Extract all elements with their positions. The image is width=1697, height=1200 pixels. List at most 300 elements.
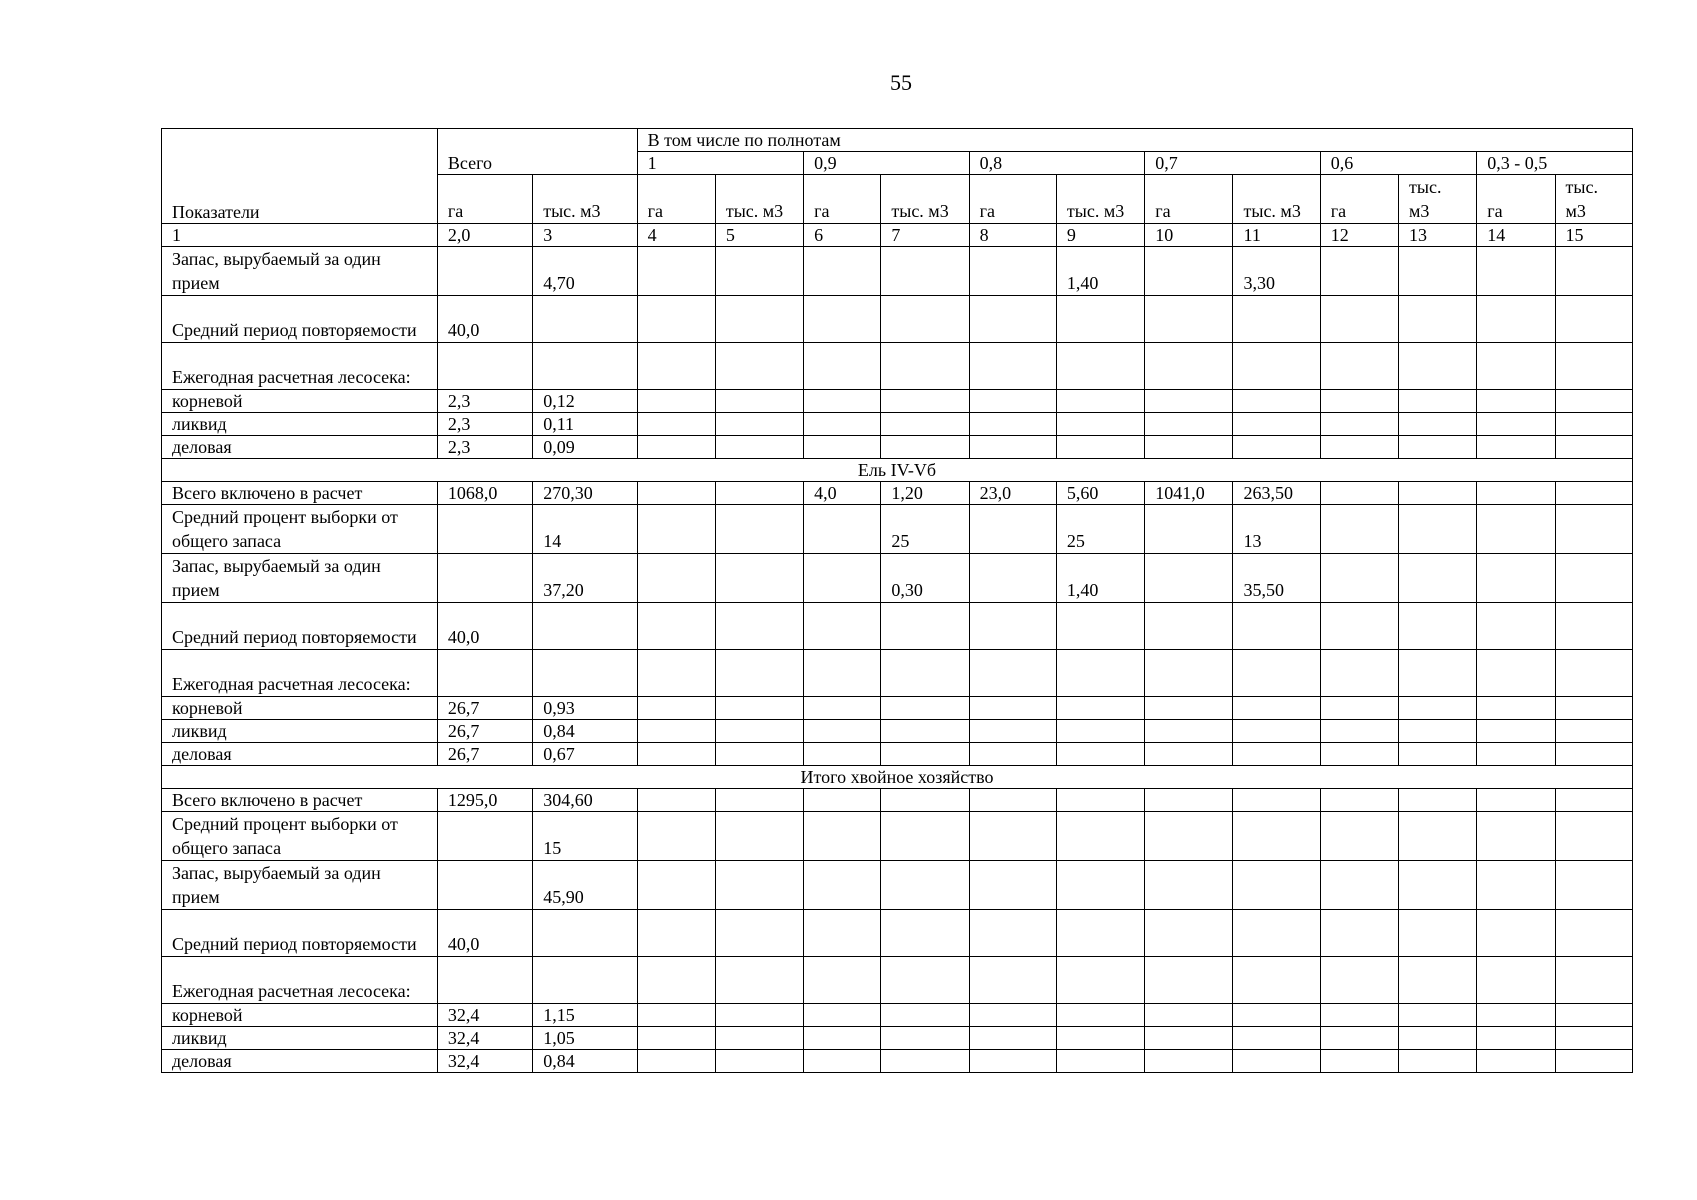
table-cell (804, 812, 881, 861)
table-cell (1477, 343, 1555, 390)
table-row (162, 436, 1633, 459)
header-indicators: Показатели (162, 129, 438, 224)
table-row (162, 957, 1633, 1004)
table-cell (1145, 1027, 1233, 1050)
table-cell (881, 957, 969, 1004)
table-cell: 1295,0 (437, 789, 532, 812)
table-cell (1555, 1050, 1632, 1073)
table-cell (1320, 296, 1398, 343)
row-label: Ежегодная расчетная лесосека: (162, 343, 438, 390)
table-cell (804, 343, 881, 390)
unit-header: га (1320, 175, 1398, 224)
table-cell (804, 247, 881, 296)
column-number: 12 (1320, 224, 1398, 247)
table-cell: 40,0 (437, 603, 532, 650)
table-cell (969, 343, 1056, 390)
table-cell (1555, 296, 1632, 343)
table-cell (969, 812, 1056, 861)
table-cell (1056, 720, 1144, 743)
row-label: Запас, вырубаемый за один прием (162, 554, 438, 603)
table-row (162, 554, 1633, 603)
table-cell: 2,3 (437, 413, 532, 436)
table-cell (1555, 812, 1632, 861)
table-row (162, 910, 1633, 957)
table-cell: 270,30 (533, 482, 637, 505)
table-cell (437, 861, 532, 910)
table-cell (1555, 603, 1632, 650)
unit-header: тыс. м3 (1555, 175, 1632, 224)
table-cell (1555, 861, 1632, 910)
table-cell (969, 957, 1056, 1004)
table-cell (715, 957, 803, 1004)
table-cell: 0,67 (533, 743, 637, 766)
row-label: деловая (162, 1050, 438, 1073)
table-cell (1320, 697, 1398, 720)
column-number: 2,0 (437, 224, 532, 247)
column-number: 14 (1477, 224, 1555, 247)
header-total: Всего (437, 129, 637, 175)
section-row (162, 459, 1633, 482)
table-cell (1233, 720, 1320, 743)
table-cell (437, 343, 532, 390)
table-cell (1477, 505, 1555, 554)
table-cell (637, 413, 715, 436)
table-cell (804, 390, 881, 413)
table-cell (881, 296, 969, 343)
table-cell (1555, 482, 1632, 505)
table-cell (1320, 436, 1398, 459)
table-cell (1555, 436, 1632, 459)
table-cell (715, 436, 803, 459)
table-row (162, 650, 1633, 697)
table-cell (1320, 1050, 1398, 1073)
table-cell (1233, 1004, 1320, 1027)
column-number: 5 (715, 224, 803, 247)
table-cell (1233, 910, 1320, 957)
table-cell: 32,4 (437, 1004, 532, 1027)
table-cell (1320, 720, 1398, 743)
table-cell (1399, 413, 1477, 436)
table-cell (1477, 720, 1555, 743)
table-cell (969, 247, 1056, 296)
table-cell (715, 720, 803, 743)
table-cell: 26,7 (437, 743, 532, 766)
table-cell (1555, 1027, 1632, 1050)
table-cell (804, 957, 881, 1004)
table-cell (1145, 505, 1233, 554)
table-cell: 1068,0 (437, 482, 532, 505)
row-label: Ежегодная расчетная лесосека: (162, 957, 438, 1004)
table-cell (1320, 812, 1398, 861)
table-cell (1145, 720, 1233, 743)
table-cell (1555, 720, 1632, 743)
table-cell: 40,0 (437, 296, 532, 343)
table-cell (1233, 436, 1320, 459)
table-row (162, 697, 1633, 720)
table-cell: 1,05 (533, 1027, 637, 1050)
table-cell (1477, 436, 1555, 459)
header-row-1 (162, 129, 1633, 152)
table-cell (804, 436, 881, 459)
table-cell: 0,93 (533, 697, 637, 720)
table-cell (1477, 789, 1555, 812)
table-cell (637, 861, 715, 910)
table-cell (637, 1004, 715, 1027)
table-cell (715, 789, 803, 812)
table-cell (1145, 697, 1233, 720)
table-cell (1145, 861, 1233, 910)
table-cell (715, 1027, 803, 1050)
table-cell (1555, 743, 1632, 766)
table-cell (969, 390, 1056, 413)
column-number: 13 (1399, 224, 1477, 247)
table-cell (1477, 296, 1555, 343)
table-cell (437, 957, 532, 1004)
unit-header: тыс. м3 (715, 175, 803, 224)
table-cell: 263,50 (1233, 482, 1320, 505)
table-cell (1399, 554, 1477, 603)
table-cell (715, 482, 803, 505)
row-label: Всего включено в расчет (162, 482, 438, 505)
section-title: Ель IV-Vб (162, 459, 1633, 482)
table-cell (715, 1050, 803, 1073)
table-cell (1399, 1050, 1477, 1073)
table-cell (1233, 1050, 1320, 1073)
table-cell (1145, 812, 1233, 861)
table-cell (1145, 1050, 1233, 1073)
table-cell (1399, 697, 1477, 720)
table-cell (881, 1027, 969, 1050)
column-number: 1 (162, 224, 438, 247)
table-cell (1056, 1004, 1144, 1027)
table-cell (1555, 343, 1632, 390)
table-cell (1555, 247, 1632, 296)
table-cell (715, 505, 803, 554)
table-cell (881, 910, 969, 957)
table-cell (1477, 650, 1555, 697)
table-cell (969, 413, 1056, 436)
column-number: 15 (1555, 224, 1632, 247)
table-row (162, 296, 1633, 343)
table-cell (1145, 436, 1233, 459)
table-cell (1320, 861, 1398, 910)
table-cell (1477, 603, 1555, 650)
table-cell (1145, 603, 1233, 650)
row-label: корневой (162, 697, 438, 720)
table-cell (1056, 910, 1144, 957)
table-cell (1477, 482, 1555, 505)
table-cell (1056, 957, 1144, 1004)
table-cell (1320, 554, 1398, 603)
table-cell (1320, 650, 1398, 697)
table-cell: 4,70 (533, 247, 637, 296)
table-cell (1056, 296, 1144, 343)
table-cell (1399, 247, 1477, 296)
table-cell: 32,4 (437, 1050, 532, 1073)
table-cell (1399, 957, 1477, 1004)
table-cell (969, 505, 1056, 554)
table-cell (881, 1050, 969, 1073)
row-label: ликвид (162, 720, 438, 743)
table-cell (804, 603, 881, 650)
table-cell: 26,7 (437, 720, 532, 743)
table-cell (1233, 812, 1320, 861)
table-cell (1145, 343, 1233, 390)
unit-header: га (1145, 175, 1233, 224)
table-cell (969, 789, 1056, 812)
table-cell: 4,0 (804, 482, 881, 505)
table-cell (1399, 1027, 1477, 1050)
row-label: деловая (162, 436, 438, 459)
table-row (162, 343, 1633, 390)
table-cell (715, 413, 803, 436)
density-header: 0,6 (1320, 152, 1477, 175)
column-number: 6 (804, 224, 881, 247)
table-cell: 0,84 (533, 1050, 637, 1073)
table-cell (804, 697, 881, 720)
table-cell (881, 861, 969, 910)
table-cell (437, 650, 532, 697)
table-cell: 0,84 (533, 720, 637, 743)
table-cell (1233, 861, 1320, 910)
table-row (162, 1027, 1633, 1050)
table-cell (715, 296, 803, 343)
table-cell (804, 743, 881, 766)
column-number: 7 (881, 224, 969, 247)
table-cell (881, 720, 969, 743)
table-cell (1477, 390, 1555, 413)
table-cell (1320, 390, 1398, 413)
table-cell (637, 1027, 715, 1050)
table-row (162, 743, 1633, 766)
table-cell (804, 720, 881, 743)
table-cell (1145, 413, 1233, 436)
table-cell (715, 554, 803, 603)
table-cell: 5,60 (1056, 482, 1144, 505)
table-cell (804, 296, 881, 343)
page-number: 55 (890, 70, 912, 95)
table-cell (715, 812, 803, 861)
row-label: Средний период повторяемости (162, 910, 438, 957)
table-cell (1477, 957, 1555, 1004)
table-cell (1056, 697, 1144, 720)
table-cell (1320, 505, 1398, 554)
table-cell (1320, 247, 1398, 296)
table-cell (804, 413, 881, 436)
table-cell (1399, 603, 1477, 650)
table-cell (804, 910, 881, 957)
column-number: 4 (637, 224, 715, 247)
table-cell (1056, 861, 1144, 910)
table-cell: 1,15 (533, 1004, 637, 1027)
table-cell (1399, 789, 1477, 812)
table-cell (1233, 603, 1320, 650)
table-cell (637, 789, 715, 812)
table-cell: 2,3 (437, 436, 532, 459)
table-cell (1056, 603, 1144, 650)
table-cell (437, 505, 532, 554)
table-cell (969, 910, 1056, 957)
table-cell (1477, 697, 1555, 720)
table-cell: 3,30 (1233, 247, 1320, 296)
table-cell: 1,20 (881, 482, 969, 505)
unit-header: тыс. м3 (881, 175, 969, 224)
table-cell (881, 247, 969, 296)
row-label: Запас, вырубаемый за один прием (162, 247, 438, 296)
table-cell (1233, 1027, 1320, 1050)
table-cell (715, 247, 803, 296)
table-cell (1399, 436, 1477, 459)
table-cell: 2,3 (437, 390, 532, 413)
row-label: Средний процент выборки от общего запаса (162, 812, 438, 861)
table-cell (969, 697, 1056, 720)
unit-header: га (437, 175, 532, 224)
column-number: 9 (1056, 224, 1144, 247)
table-cell (1320, 910, 1398, 957)
table-row (162, 1004, 1633, 1027)
table-cell: 1041,0 (1145, 482, 1233, 505)
table-cell (533, 296, 637, 343)
table-cell (1233, 957, 1320, 1004)
table-cell (1233, 650, 1320, 697)
table-cell (969, 296, 1056, 343)
table-cell: 37,20 (533, 554, 637, 603)
table-cell (1399, 482, 1477, 505)
table-cell: 0,09 (533, 436, 637, 459)
column-number: 3 (533, 224, 637, 247)
section-row (162, 766, 1633, 789)
table-cell (1555, 789, 1632, 812)
table-cell (637, 650, 715, 697)
table-cell (881, 390, 969, 413)
table-cell (804, 1027, 881, 1050)
unit-header: тыс. м3 (1056, 175, 1144, 224)
table-cell: 1,40 (1056, 247, 1144, 296)
table-cell (969, 743, 1056, 766)
unit-header: га (804, 175, 881, 224)
table-cell (1399, 861, 1477, 910)
table-cell (969, 1004, 1056, 1027)
table-row (162, 603, 1633, 650)
table-cell (1477, 554, 1555, 603)
table-cell (1555, 697, 1632, 720)
density-header: 0,9 (804, 152, 970, 175)
table-cell (437, 247, 532, 296)
table-cell (1056, 436, 1144, 459)
unit-header: га (969, 175, 1056, 224)
table-cell (1399, 743, 1477, 766)
table-cell (881, 789, 969, 812)
table-cell (437, 812, 532, 861)
row-label: Средний процент выборки от общего запаса (162, 505, 438, 554)
table-cell: 14 (533, 505, 637, 554)
table-cell (715, 743, 803, 766)
table-cell (804, 1004, 881, 1027)
table-cell (637, 247, 715, 296)
table-cell (804, 650, 881, 697)
row-label: Ежегодная расчетная лесосека: (162, 650, 438, 697)
table-row (162, 413, 1633, 436)
row-label: деловая (162, 743, 438, 766)
table-cell (637, 1050, 715, 1073)
table-cell (1145, 390, 1233, 413)
table-row (162, 789, 1633, 812)
table-cell (1477, 1050, 1555, 1073)
row-label: ликвид (162, 413, 438, 436)
table-cell (804, 861, 881, 910)
table-cell: 1,40 (1056, 554, 1144, 603)
table-cell (1320, 482, 1398, 505)
table-cell (1320, 957, 1398, 1004)
table-cell (804, 554, 881, 603)
table-cell: 26,7 (437, 697, 532, 720)
table-cell (1399, 343, 1477, 390)
table-cell (1555, 910, 1632, 957)
forest-table (161, 128, 1633, 1073)
table-cell (637, 482, 715, 505)
table-cell (1056, 1027, 1144, 1050)
table-body (162, 129, 1633, 1073)
table-cell (1555, 505, 1632, 554)
table-cell (1555, 554, 1632, 603)
table-cell (1233, 413, 1320, 436)
table-cell (715, 1004, 803, 1027)
table-cell (637, 343, 715, 390)
table-cell (881, 1004, 969, 1027)
table-cell (1233, 789, 1320, 812)
row-label: Запас, вырубаемый за один прием (162, 861, 438, 910)
table-cell (1056, 413, 1144, 436)
unit-header: тыс. м3 (533, 175, 637, 224)
table-cell (1399, 296, 1477, 343)
table-cell (1056, 343, 1144, 390)
density-header: 0,3 - 0,5 (1477, 152, 1633, 175)
table-cell (637, 296, 715, 343)
table-row (162, 812, 1633, 861)
table-cell (1145, 1004, 1233, 1027)
table-cell (1555, 1004, 1632, 1027)
row-label: корневой (162, 390, 438, 413)
table-cell (969, 720, 1056, 743)
table-cell (533, 650, 637, 697)
table-cell (715, 861, 803, 910)
table-cell: 25 (881, 505, 969, 554)
table-cell (1320, 413, 1398, 436)
table-cell: 23,0 (969, 482, 1056, 505)
table-cell (1145, 650, 1233, 697)
table-row (162, 390, 1633, 413)
table-cell: 25 (1056, 505, 1144, 554)
table-cell (715, 343, 803, 390)
table-cell (1145, 789, 1233, 812)
table-cell (637, 436, 715, 459)
table-cell (1555, 390, 1632, 413)
table-cell (715, 650, 803, 697)
unit-header: тыс. м3 (1233, 175, 1320, 224)
row-label: Всего включено в расчет (162, 789, 438, 812)
table-cell (1233, 697, 1320, 720)
table-cell (533, 603, 637, 650)
table-cell (1145, 554, 1233, 603)
table-cell (1555, 650, 1632, 697)
density-header: 1 (637, 152, 804, 175)
unit-header: га (1477, 175, 1555, 224)
table-row (162, 720, 1633, 743)
table-cell (881, 812, 969, 861)
table-row (162, 247, 1633, 296)
table-cell (969, 1050, 1056, 1073)
table-cell (1056, 1050, 1144, 1073)
